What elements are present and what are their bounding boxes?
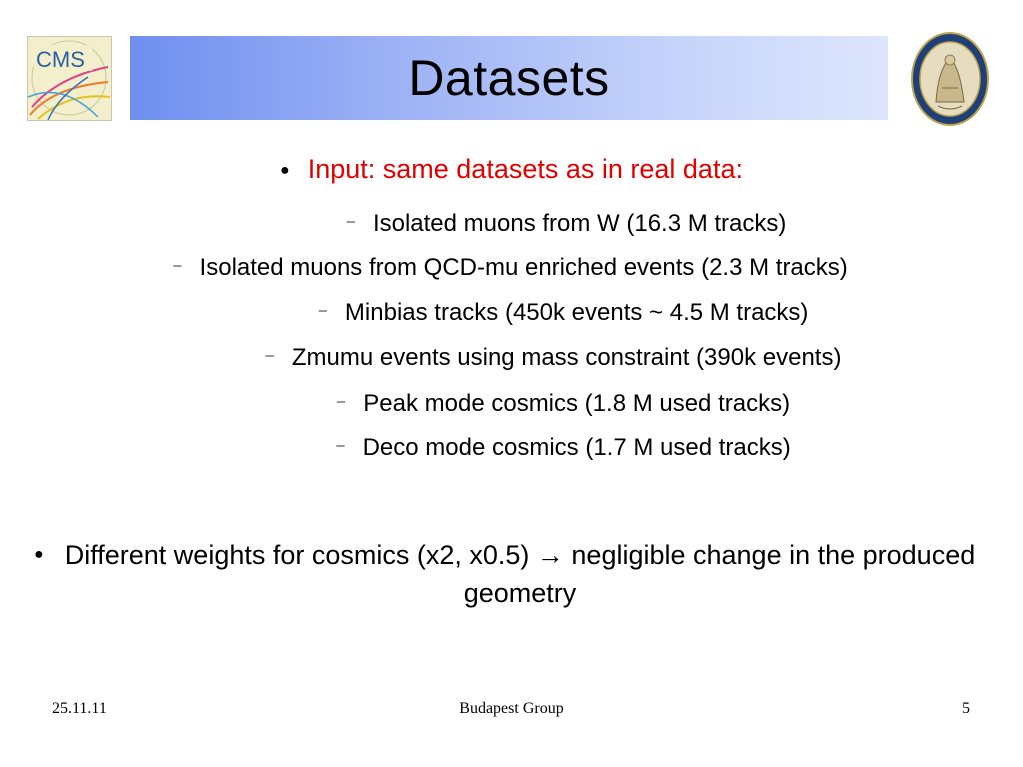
cms-logo-icon <box>28 37 111 120</box>
dash-icon: – <box>336 437 345 454</box>
academy-seal-icon <box>908 30 992 128</box>
bullet-dot-icon: ● <box>34 546 44 563</box>
dash-icon: – <box>265 347 274 364</box>
sub-bullet <box>0 434 1023 462</box>
footer-group: Budapest Group <box>459 700 564 717</box>
cms-logo-text: CMS <box>36 47 85 72</box>
title-banner <box>130 36 888 120</box>
slide-title: Datasets <box>408 50 610 106</box>
main-bullet-text: Input: same datasets as in real data: <box>307 154 743 184</box>
cms-logo <box>27 36 112 121</box>
sub-bullet <box>0 210 1023 238</box>
sub-bullet <box>0 254 1022 282</box>
footer-date: 25.11.11 <box>52 700 107 717</box>
sub-bullet <box>0 344 1023 372</box>
academy-seal-logo <box>908 30 992 128</box>
second-bullet-text: Different weights for cosmics (x2, x0.5) → negligible change in the produced geometry <box>64 540 976 608</box>
sub-bullet-text: Deco mode cosmics (1.7 M used tracks) <box>362 434 791 461</box>
dash-icon: – <box>173 257 182 274</box>
dash-icon: – <box>336 393 346 410</box>
sub-bullet <box>0 390 1023 418</box>
footer-page-number: 5 <box>962 700 970 717</box>
sub-bullet-text: Isolated muons from W (16.3 M tracks) <box>372 210 787 237</box>
sub-bullet-text: Isolated muons from QCD-mu enriched events (2.3 M tracks) <box>199 254 848 281</box>
sub-bullet <box>0 299 1023 327</box>
dash-icon: – <box>318 302 327 319</box>
sub-bullet-text: Zmumu events using mass constraint (390k events) <box>291 344 842 371</box>
second-bullet <box>30 536 1010 612</box>
main-bullet <box>0 154 1023 185</box>
dash-icon: – <box>346 213 355 230</box>
sub-bullet-text: Peak mode cosmics (1.8 M used tracks) <box>363 390 791 417</box>
sub-bullet-text: Minbias tracks (450k events ~ 4.5 M tracks) <box>344 299 809 326</box>
bullet-dot-icon: ● <box>280 162 290 179</box>
